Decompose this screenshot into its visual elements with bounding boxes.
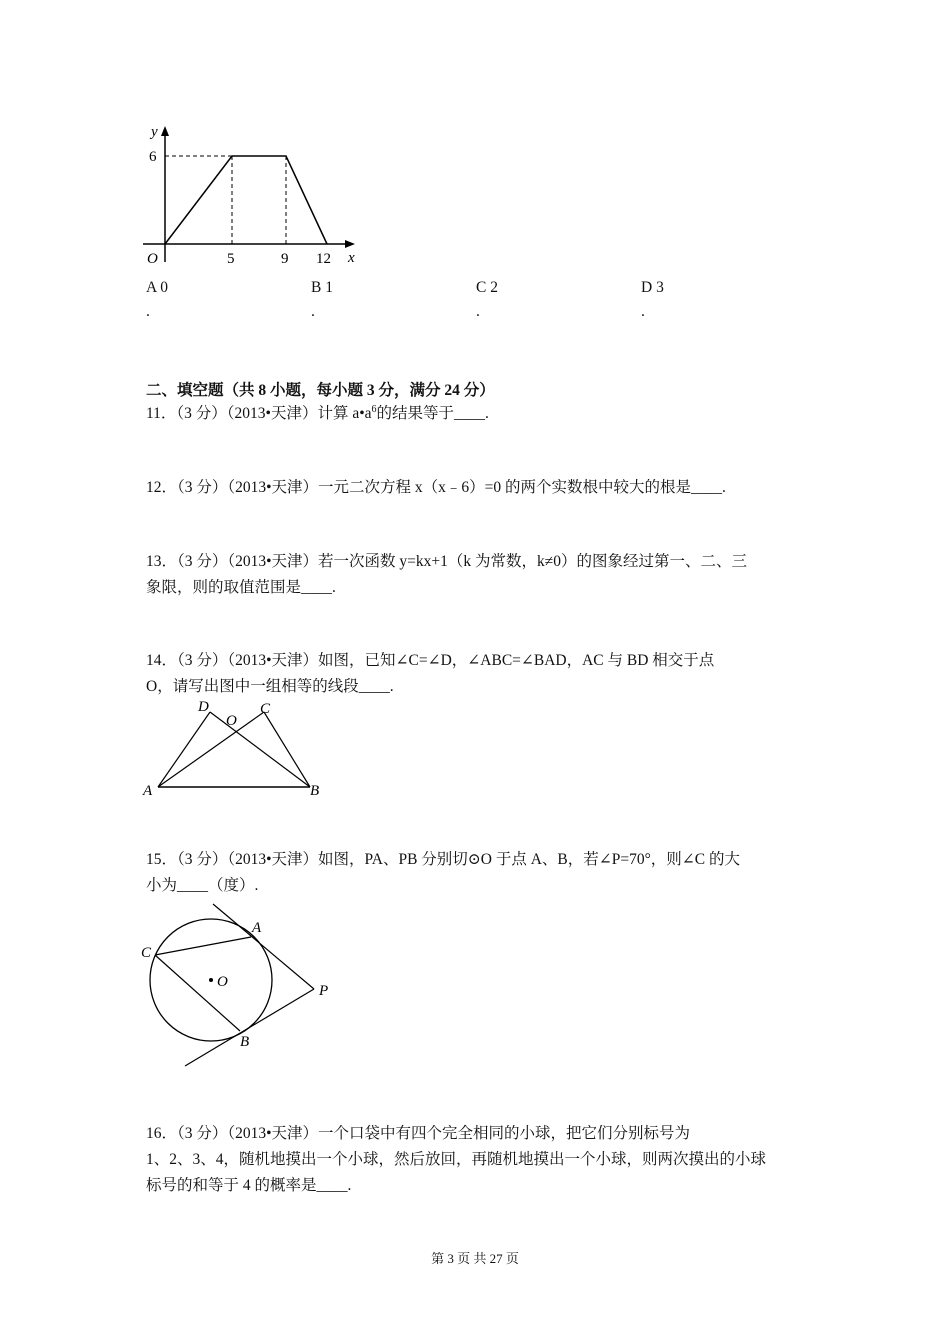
- label-a: A: [143, 783, 153, 799]
- center-dot: [209, 978, 213, 982]
- q11-exponent: 6: [371, 403, 377, 415]
- q15-line2: 小为____（度）.: [146, 877, 259, 894]
- option-c-label: C 2: [476, 279, 498, 296]
- q16-line1: 16．（3 分）（2013•天津）一个口袋中有四个完全相同的小球，把它们分别标号为: [146, 1125, 691, 1142]
- figure-15: [138, 900, 343, 1075]
- question-12: 12．（3 分）（2013•天津）一元二次方程 x（x﹣6）=0 的两个实数根中较大的根是____.: [146, 479, 726, 496]
- q16-line2: 1、2、3、4，随机地摸出一个小球，然后放回，再随机地摸出一个小球，则两次摸出的小球: [146, 1151, 767, 1168]
- function-line: [165, 156, 327, 244]
- question-13: [146, 549, 747, 601]
- label-a: A: [252, 920, 262, 936]
- segment-ad: [158, 712, 210, 787]
- label-o: O: [217, 974, 228, 990]
- x-axis-arrow: [345, 240, 355, 248]
- question-15: [146, 847, 740, 899]
- label-p: P: [319, 983, 329, 999]
- option-c: [476, 279, 498, 321]
- q13-line2: 象限，则的取值范围是____.: [146, 579, 336, 596]
- option-d-dot: .: [641, 303, 645, 320]
- x-tick-9: 9: [281, 251, 289, 267]
- q14-line2: O，请写出图中一组相等的线段____.: [146, 678, 394, 695]
- x-tick-12: 12: [316, 251, 331, 267]
- y-axis-label: y: [151, 124, 158, 140]
- question-16: [146, 1121, 766, 1199]
- q13-line1: 13．（3 分）（2013•天津）若一次函数 y=kx+1（k 为常数，k≠0）的图象经过第一、二、三: [146, 553, 748, 570]
- option-d: [641, 279, 664, 321]
- page-footer: 第 3 页 共 27 页: [431, 1251, 519, 1266]
- q11-prefix: 11．（3 分）（2013•天津）计算 a•a: [146, 405, 372, 422]
- segment-bd: [210, 712, 310, 787]
- label-o: O: [226, 713, 237, 729]
- question-14: [146, 648, 714, 700]
- option-c-dot: .: [476, 303, 480, 320]
- option-a-label: A 0: [146, 279, 168, 296]
- label-b: B: [240, 1034, 250, 1050]
- tangent-pa: [213, 904, 314, 989]
- question-11: [146, 401, 489, 427]
- tangent-pb: [185, 989, 314, 1066]
- chord-ca: [155, 937, 251, 955]
- option-a-dot: .: [146, 303, 150, 320]
- option-d-label: D 3: [641, 279, 664, 296]
- q14-line1: 14．（3 分）（2013•天津）如图，已知∠C=∠D，∠ABC=∠BAD，AC 与 BD 相交于点: [146, 652, 715, 669]
- segment-ac: [158, 712, 264, 787]
- label-d: D: [198, 699, 209, 715]
- option-b: [311, 279, 333, 321]
- q15-line1: 15．（3 分）（2013•天津）如图，PA、PB 分别切⊙O 于点 A、B，若∠P=70°，则∠C 的大: [146, 851, 740, 868]
- x-tick-5: 5: [227, 251, 235, 267]
- figure-14: [138, 695, 338, 805]
- option-b-dot: .: [311, 303, 315, 320]
- y-axis-arrow: [161, 126, 169, 136]
- label-c: C: [260, 701, 271, 717]
- segment-bc: [264, 712, 310, 787]
- x-axis-label: x: [348, 250, 355, 266]
- label-b: B: [310, 783, 320, 799]
- chord-cb: [155, 955, 240, 1031]
- label-c: C: [141, 945, 152, 961]
- option-b-label: B 1: [311, 279, 333, 296]
- section-title: 二、填空题（共 8 小题，每小题 3 分，满分 24 分）: [146, 382, 495, 399]
- function-graph: [135, 120, 375, 270]
- origin-label: O: [147, 251, 158, 267]
- q16-line3: 标号的和等于 4 的概率是____.: [146, 1177, 352, 1194]
- y-tick-6: 6: [149, 149, 157, 165]
- option-a: [146, 279, 168, 321]
- q11-suffix: 的结果等于____.: [376, 405, 489, 422]
